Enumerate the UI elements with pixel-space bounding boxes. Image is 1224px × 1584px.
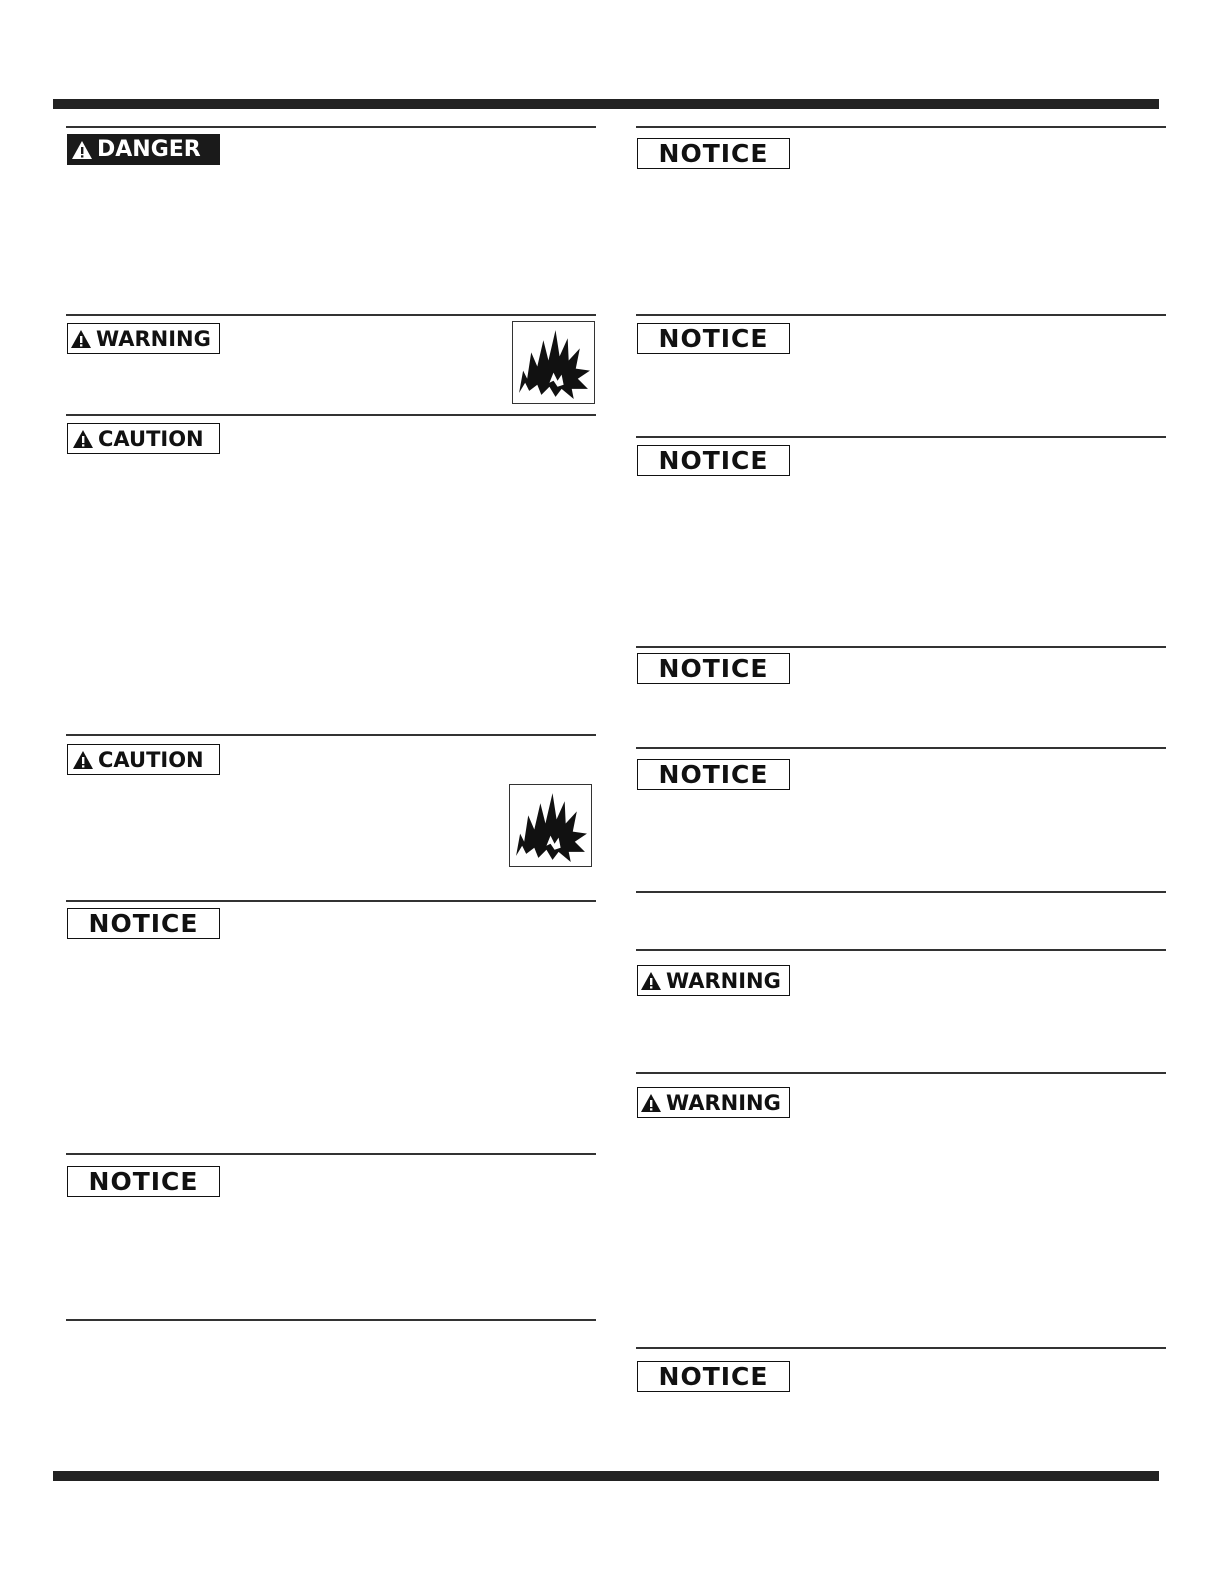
top-page-bar	[53, 99, 1159, 109]
notice-label: NOTICE	[637, 138, 790, 169]
caution-label	[67, 744, 220, 775]
warning-label	[67, 323, 220, 354]
section-divider	[66, 414, 596, 416]
notice-label: NOTICE	[637, 653, 790, 684]
section-divider	[66, 900, 596, 902]
section-divider	[66, 1319, 596, 1321]
warning-triangle-icon	[72, 429, 94, 449]
caution-label-text: CAUTION	[98, 426, 204, 451]
warning-label-text: WARNING	[666, 1090, 781, 1115]
bottom-page-bar	[53, 1471, 1159, 1481]
section-divider	[636, 126, 1166, 128]
warning-label-text: WARNING	[96, 326, 211, 351]
section-divider	[636, 949, 1166, 951]
explosion-hazard-icon	[512, 321, 595, 404]
section-divider	[66, 1153, 596, 1155]
warning-label	[637, 1087, 790, 1118]
notice-label: NOTICE	[637, 445, 790, 476]
warning-triangle-icon	[640, 1093, 662, 1113]
notice-label: NOTICE	[637, 1361, 790, 1392]
notice-label: NOTICE	[637, 323, 790, 354]
danger-label-text: DANGER	[97, 137, 201, 162]
warning-triangle-icon	[72, 750, 94, 770]
notice-label: NOTICE	[637, 759, 790, 790]
section-divider	[636, 1072, 1166, 1074]
section-divider	[636, 1347, 1166, 1349]
warning-label	[637, 965, 790, 996]
section-divider	[636, 891, 1166, 893]
section-divider	[66, 314, 596, 316]
section-divider	[66, 126, 596, 128]
notice-label: NOTICE	[67, 1166, 220, 1197]
section-divider	[636, 747, 1166, 749]
warning-triangle-icon	[70, 329, 92, 349]
explosion-hazard-icon	[509, 784, 592, 867]
section-divider	[636, 436, 1166, 438]
section-divider	[66, 734, 596, 736]
danger-label	[67, 134, 220, 165]
notice-label: NOTICE	[67, 908, 220, 939]
section-divider	[636, 314, 1166, 316]
warning-triangle-icon	[640, 971, 662, 991]
warning-label-text: WARNING	[666, 968, 781, 993]
caution-label-text: CAUTION	[98, 747, 204, 772]
warning-triangle-icon	[71, 140, 93, 160]
caution-label	[67, 423, 220, 454]
section-divider	[636, 646, 1166, 648]
